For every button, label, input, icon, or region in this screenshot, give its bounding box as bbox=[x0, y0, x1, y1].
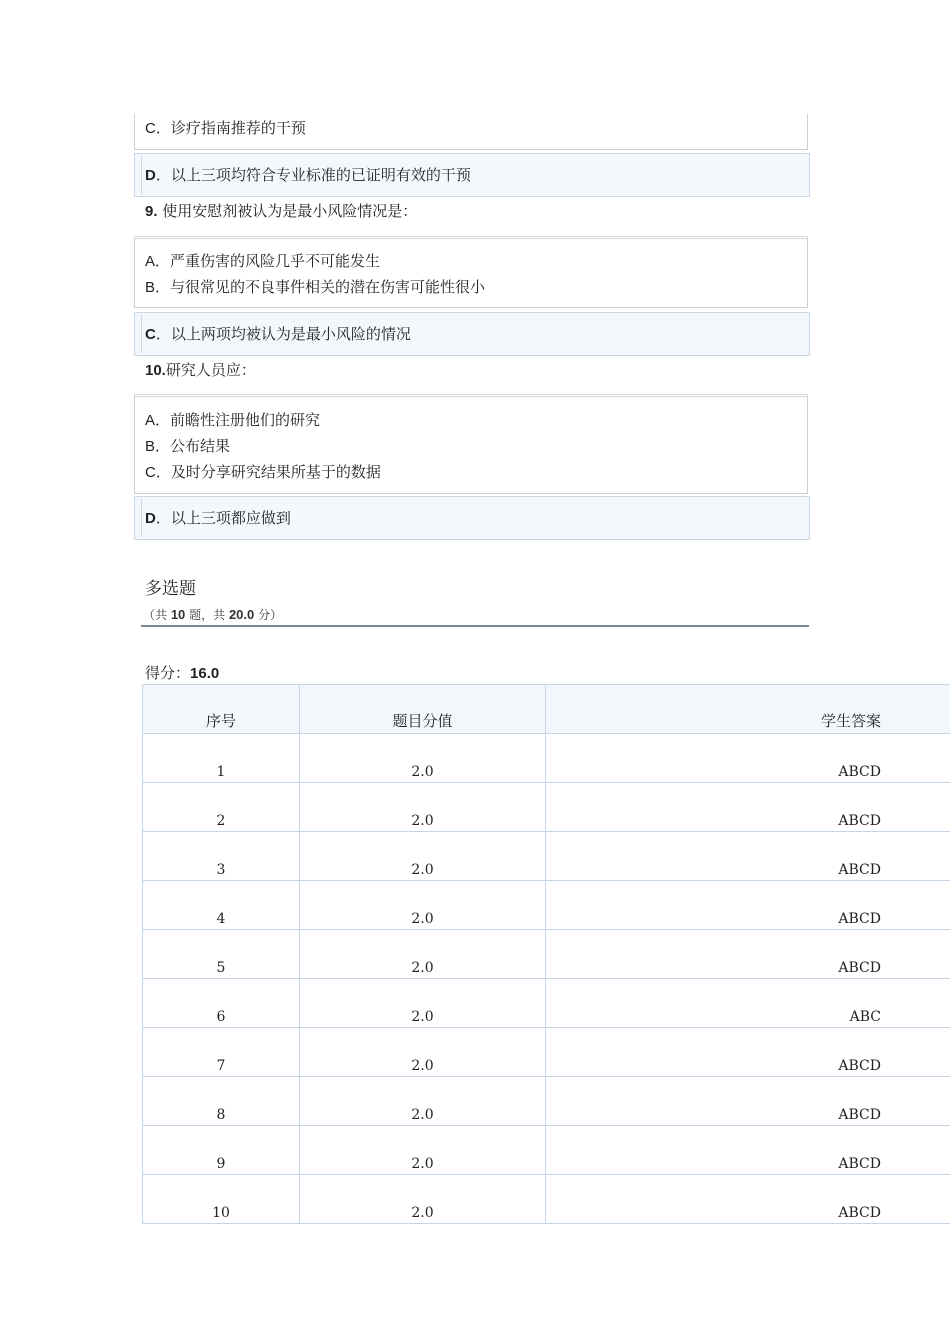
option-letter: B bbox=[145, 279, 156, 296]
q10-option-a: A．前瞻性注册他们的研究 bbox=[145, 411, 321, 429]
section-summary bbox=[143, 606, 282, 623]
q9-title bbox=[145, 200, 417, 222]
row-points: 2.0 bbox=[300, 930, 546, 979]
table-row bbox=[143, 979, 950, 1028]
score bbox=[145, 662, 219, 683]
q10-title bbox=[145, 359, 256, 381]
row-answer: ABCD bbox=[546, 1175, 950, 1224]
header-points: 题目分值 bbox=[300, 685, 546, 734]
question-count: 10 bbox=[170, 607, 186, 622]
answer-text: 以上三项都应做到 bbox=[170, 509, 291, 527]
row-index: 8 bbox=[143, 1077, 300, 1126]
q10-answer: D．以上三项都应做到 bbox=[134, 496, 810, 540]
row-points: 2.0 bbox=[300, 881, 546, 930]
table-header-row bbox=[143, 685, 950, 734]
q10-option-b: B．公布结果 bbox=[145, 437, 231, 455]
q9-options bbox=[134, 236, 808, 308]
row-answer: ABCD bbox=[546, 734, 950, 783]
option-letter: C bbox=[145, 120, 156, 137]
row-answer: ABCD bbox=[546, 783, 950, 832]
row-index: 6 bbox=[143, 979, 300, 1028]
q10-text: 研究人员应： bbox=[165, 361, 256, 379]
summary-suffix: 分） bbox=[254, 608, 283, 622]
table-row bbox=[143, 734, 950, 783]
row-points: 2.0 bbox=[300, 1126, 546, 1175]
row-points: 2.0 bbox=[300, 832, 546, 881]
table-row bbox=[143, 783, 950, 832]
section-divider bbox=[141, 625, 809, 627]
row-points: 2.0 bbox=[300, 1028, 546, 1077]
section-title: 多选题 bbox=[145, 579, 196, 599]
row-answer: ABCD bbox=[546, 1028, 950, 1077]
q10-options bbox=[134, 394, 808, 494]
answer-table bbox=[142, 684, 950, 1224]
header-index: 序号 bbox=[143, 685, 300, 734]
header-answer: 学生答案 bbox=[546, 685, 950, 734]
q10-number: 10. bbox=[145, 362, 166, 379]
option-text: 前瞻性注册他们的研究 bbox=[170, 411, 321, 429]
option-letter: A bbox=[145, 412, 156, 429]
row-points: 2.0 bbox=[300, 1077, 546, 1126]
answer-letter: D bbox=[145, 167, 156, 184]
row-index: 1 bbox=[143, 734, 300, 783]
table-row bbox=[143, 1077, 950, 1126]
answer-letter: C bbox=[145, 326, 156, 343]
row-answer: ABCD bbox=[546, 930, 950, 979]
table-row bbox=[143, 1126, 950, 1175]
option-letter: B bbox=[145, 438, 156, 455]
score-value: 16.0 bbox=[190, 665, 220, 682]
q10-option-c: C．及时分享研究结果所基于的数据 bbox=[145, 463, 381, 481]
row-answer: ABCD bbox=[546, 832, 950, 881]
row-answer: ABCD bbox=[546, 1126, 950, 1175]
option-text: 及时分享研究结果所基于的数据 bbox=[170, 463, 381, 481]
table-row bbox=[143, 930, 950, 979]
row-index: 10 bbox=[143, 1175, 300, 1224]
row-index: 2 bbox=[143, 783, 300, 832]
table-row bbox=[143, 1028, 950, 1077]
summary-mid: 题，共 bbox=[185, 608, 229, 622]
row-index: 3 bbox=[143, 832, 300, 881]
option-text: 公布结果 bbox=[170, 437, 231, 455]
table-row bbox=[143, 832, 950, 881]
row-answer: ABCD bbox=[546, 881, 950, 930]
table-row bbox=[143, 1175, 950, 1224]
row-index: 4 bbox=[143, 881, 300, 930]
table-row bbox=[143, 881, 950, 930]
q8-options bbox=[134, 114, 808, 150]
answer-text: 以上两项均被认为是最小风险的情况 bbox=[170, 325, 411, 343]
row-answer: ABC bbox=[546, 979, 950, 1028]
row-points: 2.0 bbox=[300, 1175, 546, 1224]
summary-prefix: （共 bbox=[143, 608, 171, 622]
score-label: 得分： bbox=[145, 664, 191, 682]
row-points: 2.0 bbox=[300, 979, 546, 1028]
q9-text: 使用安慰剂被认为是最小风险情况是： bbox=[157, 202, 418, 220]
option-letter: C bbox=[145, 464, 156, 481]
q9-number: 9. bbox=[145, 203, 158, 220]
q9-answer: C．以上两项均被认为是最小风险的情况 bbox=[134, 312, 810, 356]
answer-text: 以上三项均符合专业标准的已证明有效的干预 bbox=[170, 166, 471, 184]
option-text: 诊疗指南推荐的干预 bbox=[170, 119, 306, 137]
option-text: 严重伤害的风险几乎不可能发生 bbox=[170, 252, 381, 270]
row-points: 2.0 bbox=[300, 734, 546, 783]
q9-option-a: A．严重伤害的风险几乎不可能发生 bbox=[145, 252, 381, 270]
q9-option-b: B．与很常见的不良事件相关的潜在伤害可能性很小 bbox=[145, 278, 486, 296]
row-answer: ABCD bbox=[546, 1077, 950, 1126]
q8-answer: D．以上三项均符合专业标准的已证明有效的干预 bbox=[134, 153, 810, 197]
row-index: 9 bbox=[143, 1126, 300, 1175]
option-text: 与很常见的不良事件相关的潜在伤害可能性很小 bbox=[170, 278, 486, 296]
total-points: 20.0 bbox=[228, 607, 255, 622]
row-index: 7 bbox=[143, 1028, 300, 1077]
row-index: 5 bbox=[143, 930, 300, 979]
q8-option-c: C．诊疗指南推荐的干预 bbox=[145, 119, 306, 137]
answer-letter: D bbox=[145, 510, 156, 527]
row-points: 2.0 bbox=[300, 783, 546, 832]
option-letter: A bbox=[145, 253, 156, 270]
